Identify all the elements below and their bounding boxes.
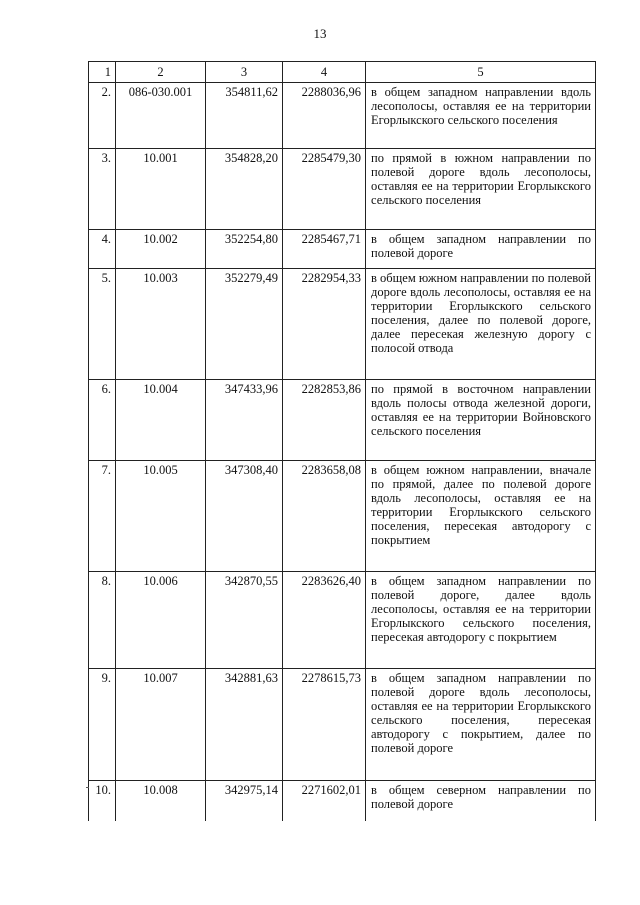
- header-col-1: 1: [89, 62, 116, 83]
- point-id: 10.008: [116, 781, 206, 821]
- header-col-5: 5: [366, 62, 596, 83]
- y-coordinate: 2283658,08: [283, 461, 366, 572]
- point-id: 10.003: [116, 269, 206, 380]
- row-number: 8.: [89, 572, 116, 669]
- y-coordinate: 2282954,33: [283, 269, 366, 380]
- point-id: 10.001: [116, 149, 206, 230]
- row-number: 7.: [89, 461, 116, 572]
- point-id: 10.004: [116, 380, 206, 461]
- point-id: 10.002: [116, 230, 206, 269]
- table-row: [89, 380, 596, 461]
- boundary-points-table: [88, 61, 596, 821]
- direction-description: в общем южном направлении, вначале по прямой, далее по полевой дороге вдоль лесополосы, оставляя ее на территории Егорлыкского сельского поселения, пересекая автодорогу с покрытием: [366, 461, 596, 572]
- table-header-row: [89, 62, 596, 83]
- table-row: [89, 781, 596, 821]
- scan-speck: [86, 787, 89, 788]
- x-coordinate: 342975,14: [206, 781, 283, 821]
- direction-description: в общем южном направлении по полевой дороге вдоль лесополосы, оставляя ее на территории Егорлыкского сельского поселения, далее по полевой дороге, далее пересекая железную дорогу с полосой отвода: [366, 269, 596, 380]
- row-number: 10.: [89, 781, 116, 821]
- y-coordinate: 2282853,86: [283, 380, 366, 461]
- table-row: [89, 461, 596, 572]
- page-number: 13: [313, 26, 327, 41]
- y-coordinate: 2288036,96: [283, 83, 366, 149]
- y-coordinate: 2285467,71: [283, 230, 366, 269]
- direction-description: в общем северном направлении по полевой дороге: [366, 781, 596, 821]
- point-id: 10.006: [116, 572, 206, 669]
- row-number: 9.: [89, 669, 116, 781]
- x-coordinate: 347433,96: [206, 380, 283, 461]
- x-coordinate: 352254,80: [206, 230, 283, 269]
- table-row: [89, 83, 596, 149]
- header-col-4: 4: [283, 62, 366, 83]
- point-id: 086-030.001: [116, 83, 206, 149]
- table-row: [89, 230, 596, 269]
- row-number: 5.: [89, 269, 116, 380]
- direction-description: в общем западном направлении по полевой дороге вдоль лесополосы, оставляя ее на территории Егорлыкского сельского поселения, пересекая автодорогу с покрытием, далее по полевой дороге: [366, 669, 596, 781]
- row-number: 3.: [89, 149, 116, 230]
- header-col-2: 2: [116, 62, 206, 83]
- x-coordinate: 342881,63: [206, 669, 283, 781]
- y-coordinate: 2278615,73: [283, 669, 366, 781]
- table-row: [89, 149, 596, 230]
- row-number: 6.: [89, 380, 116, 461]
- point-id: 10.007: [116, 669, 206, 781]
- y-coordinate: 2283626,40: [283, 572, 366, 669]
- table-row: [89, 669, 596, 781]
- direction-description: по прямой в восточном направлении вдоль полосы отвода железной дороги, оставляя ее на территории Войновского сельского поселения: [366, 380, 596, 461]
- x-coordinate: 354828,20: [206, 149, 283, 230]
- table-row: [89, 572, 596, 669]
- y-coordinate: 2285479,30: [283, 149, 366, 230]
- direction-description: в общем западном направлении вдоль лесополосы, оставляя ее на территории Егорлыкского сельского поселения: [366, 83, 596, 149]
- row-number: 2.: [89, 83, 116, 149]
- x-coordinate: 354811,62: [206, 83, 283, 149]
- row-number: 4.: [89, 230, 116, 269]
- header-col-3: 3: [206, 62, 283, 83]
- point-id: 10.005: [116, 461, 206, 572]
- x-coordinate: 342870,55: [206, 572, 283, 669]
- y-coordinate: 2271602,01: [283, 781, 366, 821]
- table-row: [89, 269, 596, 380]
- x-coordinate: 352279,49: [206, 269, 283, 380]
- direction-description: по прямой в южном направлении по полевой дороге вдоль лесополосы, оставляя ее на территории Егорлыкского сельского поселения: [366, 149, 596, 230]
- x-coordinate: 347308,40: [206, 461, 283, 572]
- direction-description: в общем западном направлении по полевой дороге: [366, 230, 596, 269]
- direction-description: в общем западном направлении по полевой дороге, далее вдоль лесополосы, оставляя ее на территории Егорлыкского сельского поселения, пересекая автодорогу с покрытием: [366, 572, 596, 669]
